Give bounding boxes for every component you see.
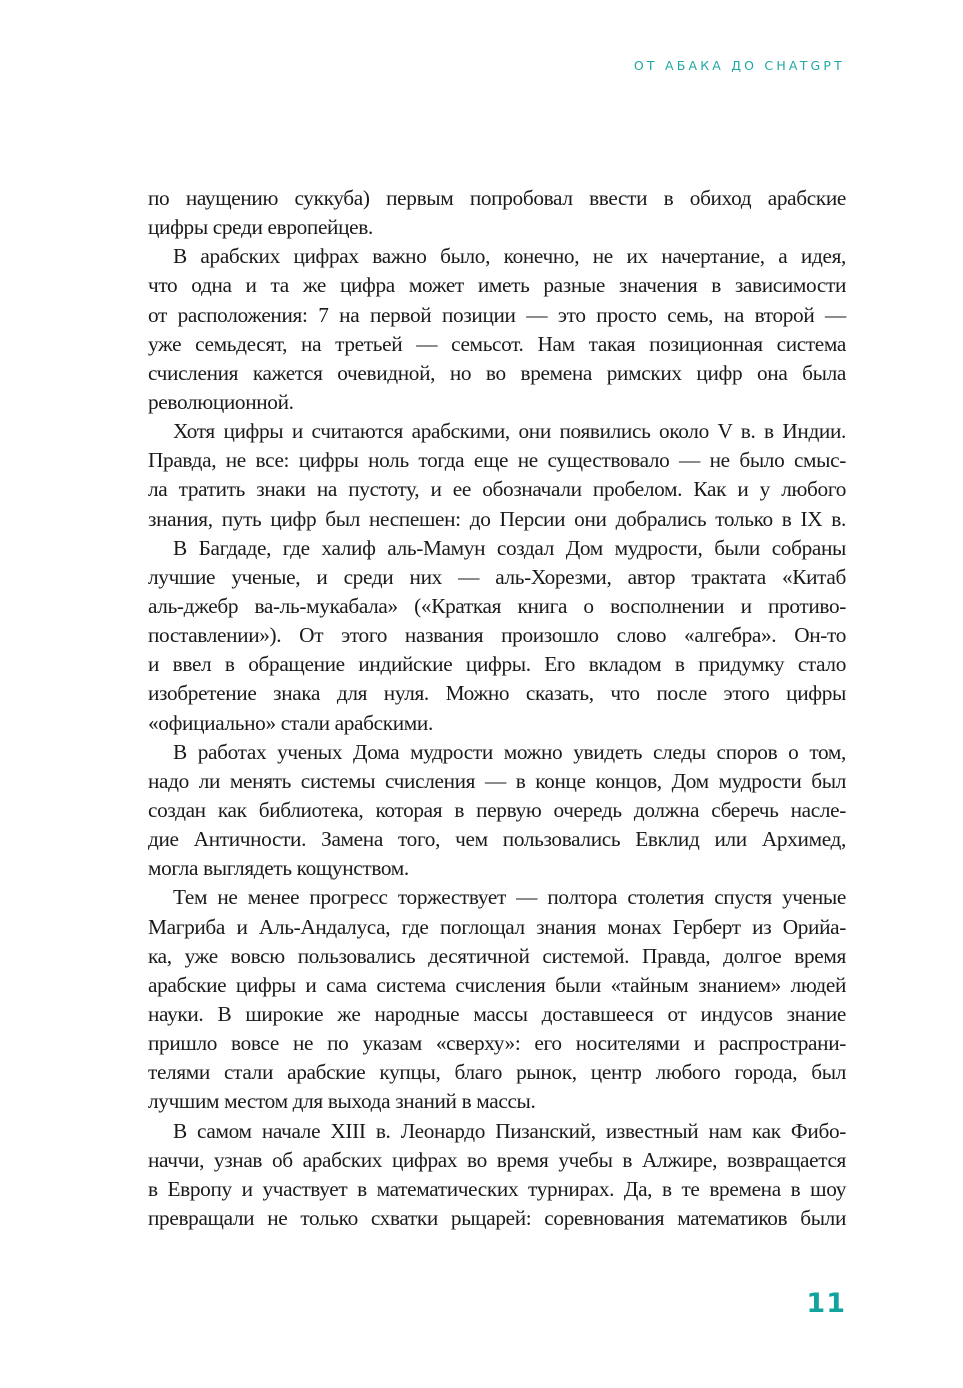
- text-line: ла тратить знаки на пустоту, и ее обозначали пробелом. Как и у любого: [148, 477, 846, 502]
- text-line: поставлении»). От этого названия произошло слово «алгебра». Он-то: [148, 623, 846, 648]
- text-line: наччи, узнав об арабских цифрах во время учебы в Алжире, возвращается: [148, 1147, 846, 1172]
- text-line: создан как библиотека, которая в первую очередь должна сберечь насле-: [148, 797, 846, 822]
- text-line: по наущению суккуба) первым попробовал ввести в обиход арабские: [148, 186, 846, 210]
- text-line: превращали не только схватки рыцарей: соревнования математиков были: [148, 1205, 846, 1230]
- running-title: ОТ АБАКА ДО CHATGPT: [633, 58, 845, 73]
- text-line: лучшим местом для выхода знаний в массы.: [148, 1089, 536, 1114]
- text-line: дие Античности. Замена того, чем пользовались Евклид или Архимед,: [148, 827, 846, 852]
- text-line: Правда, не все: цифры ноль тогда еще не существовало — не было смыс-: [148, 448, 846, 473]
- text-line: арабские цифры и сама система счисления были «тайным знанием» людей: [148, 972, 846, 997]
- text-line: знания, путь цифр был неспешен: до Персии они добрались только в IX в.: [148, 506, 846, 531]
- text-line: цифры среди европейцев.: [148, 215, 373, 240]
- text-line: в Европу и участвует в математических турнирах. Да, в те времена в шоу: [148, 1176, 846, 1201]
- text-line: что одна и та же цифра может иметь разные значения в зависимости: [148, 273, 846, 298]
- text-line: счисления кажется очевидной, но во времена римских цифр она была: [148, 360, 846, 385]
- text-line: В самом начале XIII в. Леонардо Пизанский, известный нам как Фибо-: [173, 1118, 846, 1143]
- text-line: лучшие ученые, и среди них — аль-Хорезми, автор трактата «Китаб: [148, 564, 846, 589]
- text-line: аль-джебр ва-ль-мукабала» («Краткая книга о восполнении и противо-: [148, 593, 846, 618]
- page-number: 11: [806, 1288, 846, 1319]
- text-line: революционной.: [148, 389, 294, 414]
- text-line: изобретение знака для нуля. Можно сказать, что после этого цифры: [148, 681, 846, 706]
- text-line: В арабских цифрах важно было, конечно, не их начертание, а идея,: [173, 244, 846, 269]
- text-line: ка, уже вовсю пользовались десятичной системой. Правда, долгое время: [148, 943, 846, 968]
- text-line: пришло вовсе не по указам «сверху»: его носителями и распространи-: [148, 1031, 846, 1056]
- text-line: от расположения: 7 на первой позиции — это просто семь, на второй —: [148, 302, 846, 327]
- text-line: надо ли менять системы счисления — в конце концов, Дом мудрости был: [148, 768, 846, 793]
- text-line: телями стали арабские купцы, благо рынок, центр любого города, был: [148, 1060, 846, 1085]
- text-line: Хотя цифры и считаются арабскими, они появились около V в. в Индии.: [173, 419, 846, 444]
- text-line: Тем не менее прогресс торжествует — полтора столетия спустя ученые: [173, 885, 846, 910]
- body-text: [148, 184, 846, 1233]
- text-line: «официально» стали арабскими.: [148, 710, 433, 735]
- text-line: науки. В широкие же народные массы доставшееся от индусов знание: [148, 1001, 846, 1026]
- text-line: В работах ученых Дома мудрости можно увидеть следы споров о том,: [173, 739, 846, 764]
- text-line: Магриба и Аль-Андалуса, где поглощал знания монах Герберт из Орийа-: [148, 914, 846, 939]
- text-line: и ввел в обращение индийские цифры. Его вкладом в придумку стало: [148, 652, 846, 677]
- text-line: уже семьдесят, на третьей — семьсот. Нам такая позиционная система: [148, 331, 846, 356]
- text-line: могла выглядеть кощунством.: [148, 856, 409, 881]
- text-line: В Багдаде, где халиф аль-Мамун создал Дом мудрости, были собраны: [173, 535, 846, 560]
